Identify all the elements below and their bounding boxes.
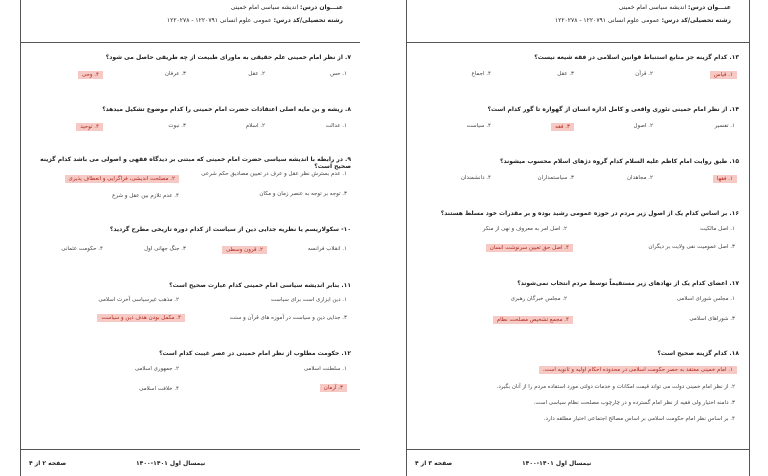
option[interactable]: ۱. اصل مالکیت — [700, 226, 735, 232]
option[interactable]: ۳. عقل — [557, 71, 574, 77]
option[interactable]: ۲. جمهوری اسلامی — [134, 366, 179, 372]
option[interactable]: ۱. حس — [330, 71, 347, 77]
question-13: ۱۳. کدام گزینه جز منابع استنباط قوانین اسلامی در فقه شیعه نیست؟ ۱. قیاس ۲. قرآن ۳. عقل ۴. اجماع — [471, 54, 739, 78]
option[interactable]: ۱. عدالت — [325, 123, 347, 129]
option-answer[interactable]: ۴. وحی — [78, 71, 103, 79]
option[interactable]: ۳. دامنه اختیار ولی فقیه از نظر امام گسترده و در چارچوب مصلحت نظام سیاسی است. — [533, 400, 735, 406]
question-18: ۱۸. کدام گزینه صحیح است؟ ۱. امام خمینی معتقد به حصر حکومت اسلامی در محدوده احکام اولیه و ثانویه است. ۲. از نظر امام خمینی دولت می تواند قیمت امکانات و خدمات دولتی مورد استفاده مردم را از آنان بگیرد. ۳. دامنه اختیار ولی فقیه از نظر امام گسترده و در چارچوب مصلحت نظام سیاسی است. ۴. بر اساس نظر امام حکومت اسلامی بر اساس مصالح اجتماعی اختیار مطلقه دارد. — [496, 350, 739, 422]
option[interactable]: ۲. مجلس خبرگان رهبری — [510, 296, 567, 302]
question-9: ۹. در رابطه با اندیشه سیاسی حضرت امام خمینی که مبتنی بر دیدگاه فقهی و اصولی می باشد کدام گزینه صحیح است؟ ۱. عدم بسترش نظر عقل و عرف در تعیین مصادیق حکم شرعی ۲. مصلحت اندیشی، فراگرایی و انعطاف پذیری ۳. توجه بر توجه به عنصر زمان و مکان ۴. عدم تلازم بین عقل و شرع — [40, 156, 351, 199]
option[interactable]: ۴. دانشمندان — [460, 175, 491, 181]
page-gap — [360, 0, 406, 476]
option[interactable]: ۱. تفسیر — [714, 123, 735, 129]
option[interactable]: ۴. سیاست — [466, 123, 491, 129]
option[interactable]: ۴. خلافت اسلامی — [139, 386, 179, 392]
field-code-value: عمومی علوم انسانی ۱۲۲۰۷۹۱ - ۱۲۲۰۲۷۸ — [554, 17, 660, 24]
option[interactable]: ۳. جنگ جهانی اول — [144, 246, 186, 252]
option[interactable]: ۲. قرآن — [635, 71, 653, 77]
exam-page-3 — [406, 0, 750, 476]
option-answer[interactable]: ۴. توحید — [76, 123, 103, 131]
page-number: صفحه ۳ از ۴ — [415, 460, 453, 467]
option[interactable]: ۲. اسلام — [245, 123, 265, 129]
option[interactable]: ۱. دین ابزاری است برای سیاست — [270, 297, 347, 303]
option[interactable]: ۱. عدم بسترش نظر عقل و عرف در تعیین مصادیق حکم شرعی — [201, 171, 347, 177]
page-header — [21, 0, 361, 43]
option[interactable]: ۴. اجماع — [471, 71, 491, 77]
page-header — [407, 0, 749, 43]
question-17: ۱۷. اعضای کدام یک از نهادهای زیر مستقیماً توسط مردم انتخاب نمی‌شوند؟ ۱. مجلس شورای اسلامی ۲. مجلس خبرگان رهبری ۳. شوراهای اسلامی ۴. مجمع تشخیص مصلحت نظام — [417, 280, 739, 336]
option[interactable]: ۴. عدم تلازم بین عقل و شرع — [112, 193, 179, 199]
option[interactable]: ۴. حکومت عثمانی — [61, 246, 103, 252]
option[interactable]: ۱. سلطنت اسلامی — [303, 366, 347, 372]
option[interactable]: ۴. بر اساس نظر امام حکومت اسلامی بر اساس مصالح اجتماعی اختیار مطلقه دارد. — [543, 416, 735, 422]
option-answer[interactable]: ۲. قرون وسطی — [222, 246, 267, 254]
course-title-label: عنـــوان درس: — [300, 4, 343, 11]
option-answer[interactable]: ۱. امام خمینی معتقد به حصر حکومت اسلامی در محدوده احکام اولیه و ثانویه است. — [539, 366, 737, 374]
question-7: ۷. از نظر امام خمینی علم حقیقی به ماورای طبیعت از چه طریقی حاصل می شود؟ ۱. حس ۲. عقل ۳. عرفان ۴. وحی — [31, 54, 351, 94]
exam-page-2 — [20, 0, 362, 476]
option[interactable]: ۳. عرفان — [164, 71, 186, 77]
question-14: ۱۴. از نظر امام خمینی تئوری واقعی و کامل اداره انسان از گهواره تا گور کدام است؟ ۱. تفسیر ۲. اصول ۳. فقه ۴. سیاست — [466, 106, 739, 130]
option[interactable]: ۱. انقلاب فرانسه — [307, 246, 347, 252]
page-footer — [21, 449, 361, 476]
semester-label: نیمسال اول ۱۴۰۱-۱۴۰۰ — [522, 460, 592, 467]
option-answer[interactable]: ۳. فقه — [551, 123, 574, 131]
question-8: ۸. ریشه و بن مایه اصلی اعتقادات حضرت امام خمینی را کدام موضوع تشکیل میدهد؟ ۱. عدالت ۲. اسلام ۳. نبوت ۴. توحید — [31, 106, 351, 146]
option-answer[interactable]: ۱. فقها — [713, 175, 737, 183]
question-16: ۱۶. بر اساس کدام یک از اصول زیر مردم در حوزه عمومی رشید بوده و بر مقدرات خود مسلط هستند؟ ۱. اصل مالکیت ۲. اصل امر به معروف و نهی از منکر ۳. اصل عمومیت نفی ولایت بر دیگران ۴. اصل حق تعیین سرنوشت انسان — [440, 210, 739, 251]
page-footer — [407, 449, 749, 476]
page-number: صفحه ۲ از ۴ — [29, 460, 67, 467]
option[interactable]: ۱. مجلس شورای اسلامی — [676, 296, 735, 302]
course-title-label: عنـــوان درس: — [688, 4, 731, 11]
course-title-value: اندیشه سیاسی امام خمینی — [230, 4, 299, 11]
option-answer[interactable]: ۲. مصلحت اندیشی، فراگرایی و انعطاف پذیری — [65, 175, 179, 183]
option[interactable]: ۳. جدایی دین و سیاست در آموزه های قرآن و سنت — [229, 315, 347, 321]
course-title-value: اندیشه سیاسی امام خمینی — [618, 4, 687, 11]
option-answer[interactable]: ۱. قیاس — [710, 71, 737, 79]
option[interactable]: ۲. مجاهدان — [627, 175, 653, 181]
question-15: ۱۵. طبق روایت امام کاظم علیه السلام کدام گروه دژهای اسلام محسوب میشوند؟ ۱. فقها ۲. مجاهدان ۳. سیاستمداران ۴. دانشمندان — [460, 158, 739, 182]
option-answer[interactable]: ۳. آرمان — [320, 384, 347, 392]
option[interactable]: ۳. سیاستمداران — [537, 175, 574, 181]
option[interactable]: ۳. شوراهای اسلامی — [689, 316, 735, 322]
option-answer[interactable]: ۴. مجمع تشخیص مصلحت نظام — [493, 316, 573, 324]
option[interactable]: ۲. اصول — [633, 123, 653, 129]
question-10: ۱۰- سکولاریسم یا نظریه جدایی دین از سیاست از کدام دوره تاریخی مطرح گردید؟ ۱. انقلاب فرانسه ۲. قرون وسطی ۳. جنگ جهانی اول ۴. حکومت عثمانی — [61, 226, 351, 253]
option[interactable]: ۲. اصل امر به معروف و نهی از منکر — [482, 226, 567, 232]
option[interactable]: ۲. از نظر امام خمینی دولت می تواند قیمت امکانات و خدمات دولتی مورد استفاده مردم را از آنان بگیرد. — [496, 384, 735, 390]
question-11: ۱۱. بنابر اندیشه سیاسی امام خمینی کدام عبارت صحیح است؟ ۱. دین ابزاری است برای سیاست ۲. مذهب غیرسیاسی آخرت اسلامی ۳. جدایی دین و سیاست در آموزه های قرآن و سنت ۴. مکمل بودن هدف دین و سیاست — [98, 282, 351, 321]
field-code-label: رشته تحصیلی/کد درس: — [661, 17, 731, 24]
field-code-label: رشته تحصیلی/کد درس: — [273, 17, 343, 24]
option[interactable]: ۲. عقل — [248, 71, 265, 77]
option-answer[interactable]: ۴. مکمل بودن هدف دین و سیاست — [97, 314, 185, 322]
semester-label: نیمسال اول ۱۴۰۱-۱۴۰۰ — [136, 460, 206, 467]
option[interactable]: ۲. مذهب غیرسیاسی آخرت اسلامی — [98, 297, 179, 303]
option[interactable]: ۳. نبوت — [168, 123, 186, 129]
question-12: ۱۲. حکومت مطلوب از نظر امام خمینی در عصر غیبت کدام است؟ ۱. سلطنت اسلامی ۲. جمهوری اسلامی ۳. آرمان ۴. خلافت اسلامی — [134, 350, 351, 392]
field-code-value: عمومی علوم انسانی ۱۲۲۰۷۹۱ - ۱۲۲۰۲۷۸ — [166, 17, 272, 24]
option[interactable]: ۳. توجه بر توجه به عنصر زمان و مکان — [259, 191, 347, 197]
option-answer[interactable]: ۴. اصل حق تعیین سرنوشت انسان — [486, 244, 573, 252]
option[interactable]: ۳. اصل عمومیت نفی ولایت بر دیگران — [648, 244, 735, 250]
